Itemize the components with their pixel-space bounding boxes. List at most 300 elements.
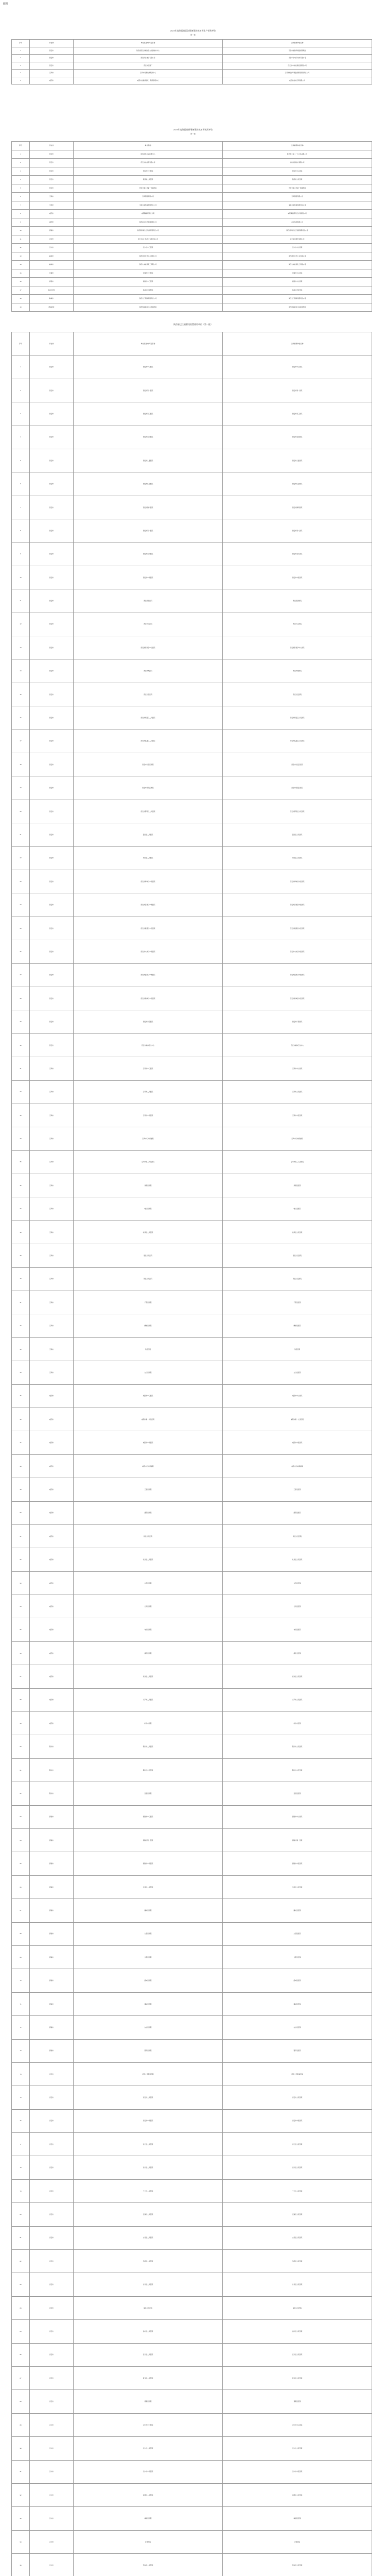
former-name-cell: 汉中市中心医院: [223, 244, 372, 252]
former-name-cell: 甘泉县人民医院: [223, 2273, 372, 2296]
former-name-cell: 延长油田股份有限公司: [223, 235, 372, 244]
former-name-cell: 西安市高陵区医院: [223, 776, 372, 800]
city-cell: 铜川市: [30, 1758, 74, 1782]
former-name-cell: 彩虹集团有限公司: [223, 218, 372, 227]
table-row: [12, 210, 372, 218]
row-number: 63: [12, 1805, 30, 1828]
row-number: 15: [12, 683, 30, 706]
table-row: [12, 2530, 372, 2553]
row-number: 28: [12, 987, 30, 1010]
table-row: [12, 496, 372, 519]
row-number: 56: [12, 1641, 30, 1665]
city-cell: 西安市: [30, 613, 74, 636]
row-number: 69: [12, 1945, 30, 1969]
former-name-cell: 千阳县医院: [223, 1291, 372, 1314]
city-cell: 西安市: [30, 846, 74, 870]
table-row: [12, 1758, 372, 1782]
city-cell: 渭南市: [30, 1969, 74, 1992]
table-row: [12, 1314, 372, 1337]
unit-name-cell: 蓝田县人民医院: [74, 823, 223, 846]
former-name-cell: 延安大学附属医院: [223, 2062, 372, 2086]
former-name-cell: 凤翔县医院: [223, 1174, 372, 1197]
former-name-cell: 西安市辐射环境监督管理站: [223, 47, 372, 55]
row-number: 6: [12, 472, 30, 496]
unit-name-cell: 宝鸡市检测技术服务中心: [74, 70, 223, 77]
city-cell: 延安市: [30, 235, 74, 244]
city-cell: 西安市: [30, 636, 74, 659]
former-name-cell: 凤县医院: [223, 1337, 372, 1361]
city-cell: 西安市: [30, 940, 74, 963]
former-name-cell: 扶风县人民医院: [223, 1221, 372, 1244]
table-row: [12, 55, 372, 62]
row-number: 50: [12, 1501, 30, 1524]
city-cell: 咸阳市: [30, 1688, 74, 1711]
row-number: 23: [12, 870, 30, 893]
former-name-cell: 富平县医院: [223, 2039, 372, 2062]
former-name-cell: 铜川市中医医院: [223, 1758, 372, 1782]
unit-name-cell: 陕西省人民医院: [74, 176, 223, 184]
city-cell: 西安市: [30, 472, 74, 496]
unit-name-cell: 周至县人民医院: [74, 846, 223, 870]
table-row: [12, 776, 372, 800]
unit-name-cell: 延川县人民医院: [74, 2156, 223, 2179]
table-row: [12, 917, 372, 940]
table-row: [12, 355, 372, 379]
table-row: [12, 1735, 372, 1758]
table-row: [12, 2226, 372, 2249]
table-row: [12, 2460, 372, 2483]
row-number: 9: [12, 543, 30, 566]
table-row: [12, 244, 372, 252]
city-cell: 咸阳市: [30, 77, 74, 84]
unit-name-cell: 商洛市中心医院: [74, 278, 223, 286]
table-row: [12, 218, 372, 227]
unit-name-cell: 泾阳县医院: [74, 1501, 223, 1524]
unit-name-cell: 西安市中医医院: [74, 566, 223, 589]
column-header: 单位名称: [74, 142, 223, 150]
unit-name-cell: 陇县人民医院: [74, 1267, 223, 1291]
former-name-cell: 西安市临潼区人民医院: [223, 730, 372, 753]
table-row: [12, 1782, 372, 1805]
former-name-cell: 蓝田县人民医院: [223, 823, 372, 846]
city-cell: 商洛市: [30, 278, 74, 286]
row-number: 11: [12, 589, 30, 613]
unit-name-cell: 大荔县医院: [74, 1922, 223, 1945]
former-name-cell: 兴平市人民医院: [223, 1688, 372, 1711]
unit-name-cell: 永寿县医院: [74, 1571, 223, 1595]
unit-name-cell: 西安市第三医院: [74, 402, 223, 426]
row-number: 16: [12, 706, 30, 730]
unit-name-cell: 西安市临潼区人民医院: [74, 730, 223, 753]
row-number: 19: [12, 303, 30, 312]
row-number: 44: [12, 1361, 30, 1384]
data-table-2: [11, 141, 372, 312]
row-number: 12: [12, 613, 30, 636]
city-cell: 宝鸡市: [30, 1197, 74, 1221]
table-row: [12, 1805, 372, 1828]
row-number: 29: [12, 1010, 30, 1033]
unit-name-cell: 武功县人民医院: [74, 1665, 223, 1688]
former-name-cell: 岐山县医院: [223, 1197, 372, 1221]
table-row: [12, 800, 372, 823]
unit-name-cell: 宝鸡市中心医院: [74, 1057, 223, 1080]
unit-name-cell: 乾县人民医院: [74, 1524, 223, 1548]
table-row: [12, 987, 372, 1010]
city-cell: 宝鸡市: [30, 201, 74, 210]
unit-name-cell: 西安市中心医院: [74, 355, 223, 379]
former-name-cell: 宝鸡钢管有限公司: [223, 193, 372, 201]
row-number: 5: [12, 184, 30, 193]
city-cell: 西安市: [30, 893, 74, 917]
city-cell: 铜川市: [30, 1735, 74, 1758]
table-row: [12, 2320, 372, 2343]
city-cell: 宝鸡市: [30, 1337, 74, 1361]
unit-name-cell: 西安市阎良区人民医院: [74, 706, 223, 730]
former-name-cell: 吴起县人民医院: [223, 2250, 372, 2273]
column-header: 序号: [12, 332, 30, 355]
unit-name-cell: 西安市鄠邑区人民医院: [74, 800, 223, 823]
table-row: [12, 1548, 372, 1571]
row-number: 94: [12, 2530, 30, 2553]
city-cell: 西安市: [30, 659, 74, 683]
unit-name-cell: 子长市人民医院: [74, 2179, 223, 2202]
unit-name-cell: 兴平市人民医院: [74, 1688, 223, 1711]
city-cell: 汉中市: [30, 2554, 74, 2576]
unit-name-cell: 延安市中医医院: [74, 2109, 223, 2132]
former-name-cell: 西安市第九医院: [223, 543, 372, 566]
city-cell: 延安市: [30, 2250, 74, 2273]
city-cell: 渭南市: [30, 2016, 74, 2039]
table-row: [12, 2366, 372, 2389]
city-cell: 榆林市: [30, 252, 74, 261]
section-header-3: [0, 324, 386, 326]
row-number: 90: [12, 2437, 30, 2460]
former-name-cell: 黄龙县人民医院: [223, 2366, 372, 2389]
table-row: [12, 753, 372, 776]
row-number: 6: [12, 193, 30, 201]
column-header: 所在市: [30, 40, 74, 47]
row-number: 26: [12, 940, 30, 963]
table-row: [12, 2273, 372, 2296]
table-row: [12, 1361, 372, 1384]
row-number: 13: [12, 252, 30, 261]
table-row: [12, 1127, 372, 1150]
former-name-cell: 西安市第一医院: [223, 379, 372, 402]
city-cell: 咸阳市: [30, 1641, 74, 1665]
table-row: [12, 62, 372, 70]
city-cell: 延安市: [30, 2273, 74, 2296]
table-row: [12, 706, 372, 730]
row-number: 17: [12, 286, 30, 295]
unit-name-cell: 城固县医院: [74, 2507, 223, 2530]
table-row: [12, 286, 372, 295]
city-cell: 汉中市: [30, 2460, 74, 2483]
table-row: [12, 77, 372, 84]
table-row: [12, 1992, 372, 2015]
unit-name-cell: 咸阳市中医医院: [74, 1431, 223, 1454]
row-number: 48: [12, 1454, 30, 1478]
former-name-cell: 澄城县医院: [223, 1969, 372, 1992]
row-number: 5: [12, 449, 30, 472]
former-name-cell: 陕西渭河煤化工集团有限责任公司: [223, 227, 372, 235]
former-name-cell: 陕西龙门钢铁有限责任公司: [223, 295, 372, 303]
city-cell: 渭南市: [30, 2039, 74, 2062]
unit-name-cell: 吴起县人民医院: [74, 2250, 223, 2273]
table-row: [12, 1829, 372, 1852]
former-name-cell: 西安市阎良区人民医院: [223, 706, 372, 730]
table-row: [12, 1875, 372, 1899]
former-name-cell: 西安国际医学中心医院: [223, 636, 372, 659]
former-name-cell: 淳化县医院: [223, 1641, 372, 1665]
former-name-cell: 彬州市医院: [223, 1712, 372, 1735]
former-name-cell: 太白县医院: [223, 1361, 372, 1384]
column-header: 单位名称/许可证名称: [74, 40, 223, 47]
city-cell: 西安市: [30, 823, 74, 846]
city-cell: 西安市: [30, 62, 74, 70]
city-cell: 宝鸡市: [30, 1174, 74, 1197]
table-row: [12, 1969, 372, 1992]
row-number: 62: [12, 1782, 30, 1805]
former-name-cell: 西安市第八医院: [223, 519, 372, 543]
unit-name-cell: 凤县医院: [74, 1337, 223, 1361]
unit-name-cell: 西安市红会医院: [74, 472, 223, 496]
row-number: 85: [12, 2320, 30, 2343]
row-number: 14: [12, 659, 30, 683]
row-number: 16: [12, 278, 30, 286]
table-row: [12, 823, 372, 846]
unit-name-cell: 西乡县人民医院: [74, 2554, 223, 2576]
unit-name-cell: 三原县医院: [74, 1478, 223, 1501]
table-row: [12, 543, 372, 566]
table-row: [12, 1922, 372, 1945]
unit-name-cell: 宝鸡市人民医院: [74, 1080, 223, 1104]
row-number: 32: [12, 1080, 30, 1104]
table-row: [12, 47, 372, 55]
table-row: [12, 566, 372, 589]
former-name-cell: 西安凤城医院: [223, 659, 372, 683]
unit-name-cell: 西安中核检测有限公司: [74, 159, 223, 167]
city-cell: 西安市: [30, 776, 74, 800]
table-row: [12, 269, 372, 278]
table-row: [12, 472, 372, 496]
former-name-cell: 延安市中医医院: [223, 2109, 372, 2132]
city-cell: 西安市: [30, 47, 74, 55]
unit-name-cell: 西安市第四医院: [74, 426, 223, 449]
row-number: 8: [12, 210, 30, 218]
row-number: 2: [12, 379, 30, 402]
city-cell: 杨凌示范区: [30, 286, 74, 295]
former-name-cell: 咸阳市第一人民医院: [223, 1408, 372, 1431]
table-row: [12, 1291, 372, 1314]
former-name-cell: 西安交通大学第一附属医院: [223, 184, 372, 193]
city-cell: 延安市: [30, 2109, 74, 2132]
former-name-cell: 宝鸡市辐射环境监督管理有限责任公司: [223, 70, 372, 77]
former-name-cell: 西安市碑林区中医医院: [223, 870, 372, 893]
city-cell: 渭南市: [30, 1875, 74, 1899]
table-row: [12, 1174, 372, 1197]
unit-name-cell: 铜川市中医医院: [74, 1758, 223, 1782]
table-row: [12, 2156, 372, 2179]
unit-name-cell: 凤翔县医院: [74, 1174, 223, 1197]
row-number: 88: [12, 2390, 30, 2413]
unit-name-cell: 西安市碑林区中医医院: [74, 870, 223, 893]
city-cell: 西安市: [30, 184, 74, 193]
city-cell: 西安市: [30, 519, 74, 543]
unit-name-cell: 志丹县人民医院: [74, 2226, 223, 2249]
unit-name-cell: 西安市儿童医院: [74, 449, 223, 472]
row-number: 39: [12, 1244, 30, 1267]
row-number: 1: [12, 355, 30, 379]
table-row: [12, 2413, 372, 2436]
table-row: [12, 2133, 372, 2156]
unit-name-cell: 西安市胸科医院: [74, 496, 223, 519]
row-number: 15: [12, 269, 30, 278]
former-name-cell: 西安市胸科医院: [223, 496, 372, 519]
former-name-cell: 宝鸡市中医医院: [223, 1104, 372, 1127]
city-cell: 西安市: [30, 176, 74, 184]
city-cell: 咸阳市: [30, 218, 74, 227]
city-cell: 延安市: [30, 2320, 74, 2343]
unit-name-cell: 岐山县医院: [74, 1197, 223, 1221]
former-name-cell: 眉县人民医院: [223, 1244, 372, 1267]
former-name-cell: 潼关县医院: [223, 1899, 372, 1922]
unit-name-cell: 咸阳市放射源收贮、利用管理中心: [74, 77, 223, 84]
city-cell: 西安市: [30, 800, 74, 823]
row-number: 51: [12, 1524, 30, 1548]
former-name-cell: 宝鸡市妇幼保健院: [223, 1127, 372, 1150]
row-number: 17: [12, 730, 30, 753]
table-row: [12, 2250, 372, 2273]
former-name-cell: 武功县人民医院: [223, 1665, 372, 1688]
former-name-cell: 洛川县人民医院: [223, 2320, 372, 2343]
row-number: 25: [12, 917, 30, 940]
former-name-cell: 中核检测技术有限公司: [223, 159, 372, 167]
unit-name-cell: 杨凌示范区医院: [74, 286, 223, 295]
city-cell: 西安市: [30, 566, 74, 589]
unit-name-cell: 西安大兴医院: [74, 613, 223, 636]
table-row: [12, 963, 372, 987]
unit-name-cell: 西安核仪器厂: [74, 62, 223, 70]
unit-name-cell: 宝鸡钢管有限公司: [74, 193, 223, 201]
row-number: 12: [12, 244, 30, 252]
row-number: 30: [12, 1033, 30, 1057]
row-number: 27: [12, 963, 30, 987]
table-row: [12, 2483, 372, 2506]
table-row: [12, 201, 372, 210]
former-name-cell: 西安市未央区中医医院: [223, 940, 372, 963]
table-row: [12, 227, 372, 235]
former-name-cell: 渭南市第一医院: [223, 1829, 372, 1852]
city-cell: 延安市: [30, 2343, 74, 2366]
row-number: 66: [12, 1875, 30, 1899]
city-cell: 咸阳市: [30, 1454, 74, 1478]
column-header: 所在市: [30, 332, 74, 355]
row-number: 65: [12, 1852, 30, 1875]
column-header: 序号: [12, 40, 30, 47]
unit-name-cell: 咸阳市第一人民医院: [74, 1408, 223, 1431]
row-number: 13: [12, 636, 30, 659]
row-number: 91: [12, 2460, 30, 2483]
unit-name-cell: 麟游县医院: [74, 1314, 223, 1337]
table-row: [12, 184, 372, 193]
former-name-cell: 咸阳市妇幼保健院: [223, 1454, 372, 1478]
former-name-cell: 南郑区人民医院: [223, 2483, 372, 2506]
row-number: 83: [12, 2273, 30, 2296]
former-name-cell: 商洛市中心医院: [223, 278, 372, 286]
unit-name-cell: 西安市精神卫生中心: [74, 1033, 223, 1057]
city-cell: 西安市: [30, 543, 74, 566]
row-number: 73: [12, 2039, 30, 2062]
former-name-cell: 咸阳陶瓷研究设计院有限公司: [223, 210, 372, 218]
unit-name-cell: 西安长安医院: [74, 683, 223, 706]
row-number: 37: [12, 1197, 30, 1221]
city-cell: 西安市: [30, 402, 74, 426]
former-name-cell: 延川县人民医院: [223, 2156, 372, 2179]
city-cell: 西安市: [30, 1010, 74, 1033]
row-number: 4: [12, 426, 30, 449]
unit-name-cell: 陕西未来能源化工有限公司: [74, 261, 223, 269]
unit-name-cell: 扶风县人民医院: [74, 1221, 223, 1244]
row-number: 8: [12, 519, 30, 543]
unit-name-cell: 铜川市人民医院: [74, 1735, 223, 1758]
city-cell: 咸阳市: [30, 1501, 74, 1524]
row-number: 4: [12, 70, 30, 77]
city-cell: 西安市: [30, 683, 74, 706]
city-cell: 安康市: [30, 269, 74, 278]
city-cell: 西咸新区: [30, 303, 74, 312]
city-cell: 延安市: [30, 2133, 74, 2156]
former-name-cell: 白水县医院: [223, 2016, 372, 2039]
row-number: 42: [12, 1314, 30, 1337]
data-table-1: [11, 39, 372, 84]
table-row: [12, 870, 372, 893]
table-row: [12, 1221, 372, 1244]
former-name-cell: 蒲城县医院: [223, 1992, 372, 2015]
table-row: [12, 1712, 372, 1735]
row-number: 53: [12, 1571, 30, 1595]
former-name-cell: 西安市中核检测仪器有限公司: [223, 62, 372, 70]
table-header-row: [12, 40, 372, 47]
city-cell: 宝鸡市: [30, 1314, 74, 1337]
former-name-cell: 永寿县医院: [223, 1571, 372, 1595]
row-number: 34: [12, 1127, 30, 1150]
unit-name-cell: 陕西神木化学工业有限公司: [74, 252, 223, 261]
row-number: 18: [12, 295, 30, 303]
former-name-cell: 西安市中医医院: [223, 566, 372, 589]
city-cell: 渭南市: [30, 1922, 74, 1945]
table-row: [12, 159, 372, 167]
row-number: 93: [12, 2507, 30, 2530]
unit-name-cell: 安塞区人民医院: [74, 2203, 223, 2226]
section-title: 陕西省已注销射线装置使用单位（第一批）: [173, 323, 213, 326]
city-cell: 西安市: [30, 55, 74, 62]
row-number: 4: [12, 176, 30, 184]
unit-name-cell: 合阳县医院: [74, 1945, 223, 1969]
table-row: [12, 2179, 372, 2202]
row-number: 1: [12, 150, 30, 159]
row-number: 52: [12, 1548, 30, 1571]
row-number: 31: [12, 1057, 30, 1080]
city-cell: 宝鸡市: [30, 70, 74, 77]
former-name-cell: 西安市中心医院: [223, 355, 372, 379]
row-number: 38: [12, 1221, 30, 1244]
unit-name-cell: 黄龙县人民医院: [74, 2366, 223, 2389]
row-number: 67: [12, 1899, 30, 1922]
former-name-cell: 西安市红会医院: [223, 472, 372, 496]
row-number: 14: [12, 261, 30, 269]
city-cell: 宝鸡市: [30, 1361, 74, 1384]
table-row: [12, 1618, 372, 1641]
